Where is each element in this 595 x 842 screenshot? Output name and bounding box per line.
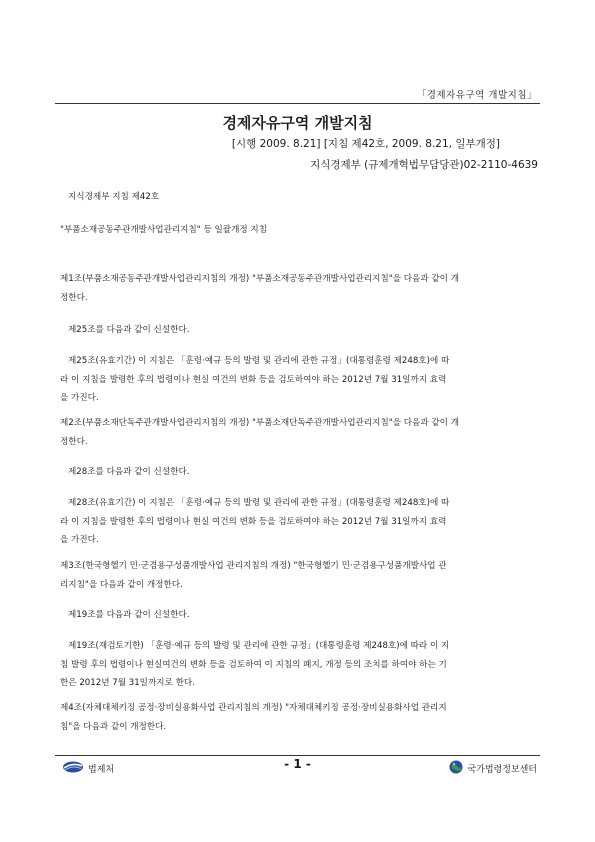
article-3-insert [60,606,540,625]
article-line: 제2조(부품소재단독주관개발사업관리지침의 개정) "부품소재단독주관개발사업관리지침"을 다음과 같이 개 [60,418,460,428]
article-line: 제28조(유효기간) 이 지침은 「훈령·예규 등의 발령 및 관리에 관한 규정」(대통령훈령 제248호)에 따 [68,498,450,508]
article-line: 정한다. [60,292,88,303]
footer-law-center [449,760,537,777]
article-1 [60,270,540,307]
article-1-insert [60,321,540,340]
revision-info: [시행 2009. 8.21] [지침 제42호, 2009. 8.21, 일부개정] [231,138,500,150]
article-line: 정한다. [60,436,88,447]
article-line: 한은 2012년 7월 31일까지로 한다. [60,678,195,688]
article-line: 제19조(재검토기한) 「훈령·예규 등의 발령 및 관리에 관한 규정」(대통령훈령 제248호)에 따라 이 지 [68,641,450,651]
article-line: 제28조를 다음과 같이 신설한다. [68,467,190,477]
notice-number [60,188,540,207]
article-line: 제1조(부품소재공동주관개발사업관리지침의 개정) "부품소재공동주관개발사업관리지침"을 다음과 같이 개 [60,274,460,284]
article-2 [60,414,540,451]
header-rule [55,103,540,104]
article-line: 제25조(유효기간) 이 지침은 「훈령·예규 등의 발령 및 관리에 관한 규정」(대통령훈령 제248호)에 따 [68,356,450,366]
notice-title-text: "부품소재공동주관개발사업관리지침" 등 일괄개정 지침 [60,225,268,235]
article-line: 제3조(한국형헬기 민·군겸용구성품개발사업 관리지침의 개정) "한국형헬기 민·군겸용구성품개발사업 관 [60,561,447,571]
article-28 [60,494,540,550]
article-line: 제19조를 다음과 같이 신설한다. [68,610,190,620]
article-3 [60,557,540,594]
footer-rule [55,755,540,756]
article-line: 제4조(자체대체키징 공정·장비실용화사업 관리지침의 개정) "자체대체키징 공정·장비실용화사업 관리지 [60,703,447,713]
header-document-tag: 「경제자유구역 개발지침」 [416,90,537,101]
article-19 [60,637,540,693]
globe-logo-icon [449,760,463,777]
notice-title [60,221,540,240]
footer-left-label: 법제처 [88,765,115,775]
document-title: 경제자유구역 개발지침 [222,114,373,132]
article-line: 리지침"을 다음과 같이 개정한다. [60,579,183,590]
department-contact: 지식경제부 (규제개혁법무담당관)02-2110-4639 [310,159,538,171]
article-line: 라 이 지침을 발령한 후의 법령이나 현실 여건의 변화 등을 검토하여야 하는 2012년 7월 31일까지 효력 [60,516,447,527]
notice-number-text: 지식경제부 지침 제42호 [68,192,160,202]
article-line: 을 가진다. [60,535,99,545]
article-4 [60,699,540,736]
article-line: 침"을 다음과 같이 개정한다. [60,721,167,732]
article-25 [60,352,540,408]
page-number: - 1 - [284,757,311,771]
article-2-insert [60,463,540,482]
article-line: 침 발령 후의 법령이나 현실여건의 변화 등을 검토하여 이 지침의 폐지, 개정 등의 조치를 하여야 하는 기 [60,659,447,670]
footer-right-label: 국가법령정보센터 [467,765,537,775]
article-line: 을 가진다. [60,393,99,403]
article-line: 제25조를 다음과 같이 신설한다. [68,325,190,335]
article-line: 라 이 지침을 발령한 후의 법령이나 현실 여건의 변화 등을 검토하여야 하는 2012년 7월 31일까지 효력 [60,374,447,385]
